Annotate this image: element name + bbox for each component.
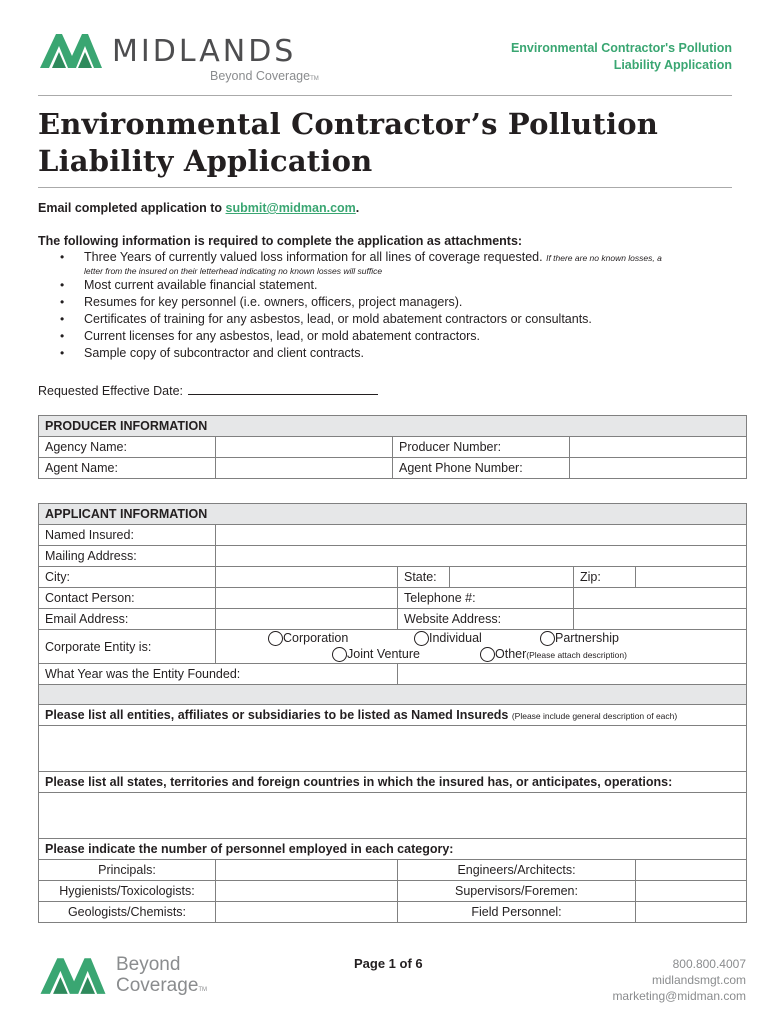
effective-date-label: Requested Effective Date: bbox=[38, 384, 183, 398]
joint-venture-radio[interactable] bbox=[332, 647, 347, 662]
email-address-label: Email Address: bbox=[39, 609, 216, 630]
named-insured-field[interactable] bbox=[216, 525, 747, 546]
submission-instructions: Email completed application to submit@midman.com. bbox=[38, 201, 360, 215]
contact-person-field[interactable] bbox=[216, 588, 398, 609]
page-title: Environmental Contractor’s Pollution Liability Application bbox=[38, 107, 659, 178]
corporation-radio[interactable] bbox=[268, 631, 283, 646]
principals-field[interactable] bbox=[216, 860, 398, 881]
mailing-address-label: Mailing Address: bbox=[39, 546, 216, 567]
entity-individual-option[interactable]: Individual bbox=[414, 631, 482, 646]
geologists-field[interactable] bbox=[216, 902, 398, 923]
state-label: State: bbox=[398, 567, 450, 588]
entity-other-option[interactable]: Other(Please attach description) bbox=[480, 647, 627, 662]
website-address-label: Website Address: bbox=[398, 609, 574, 630]
footer-phone[interactable]: 800.800.4007 bbox=[672, 957, 746, 971]
other-radio[interactable] bbox=[480, 647, 495, 662]
states-answer-field[interactable] bbox=[39, 793, 747, 839]
requirements-list bbox=[38, 249, 738, 362]
hygienists-field[interactable] bbox=[216, 881, 398, 902]
section-spacer bbox=[39, 685, 747, 705]
producer-number-label: Producer Number: bbox=[393, 437, 570, 458]
list-item: • Resumes for key personnel (i.e. owners, officers, project managers). bbox=[38, 294, 738, 311]
zip-label: Zip: bbox=[574, 567, 636, 588]
personnel-question: Please indicate the number of personnel employed in each category: bbox=[39, 839, 747, 860]
entities-answer-field[interactable] bbox=[39, 726, 747, 772]
list-item: • Most current available financial statement. bbox=[38, 277, 738, 294]
principals-label: Principals: bbox=[39, 860, 216, 881]
page-header bbox=[38, 28, 732, 92]
telephone-label: Telephone #: bbox=[398, 588, 574, 609]
page-number: Page 1 of 6 bbox=[354, 956, 423, 971]
year-founded-field[interactable] bbox=[398, 664, 747, 685]
header-doc-label: Environmental Contractor's Pollution Liability Application bbox=[510, 41, 732, 72]
email-address-field[interactable] bbox=[216, 609, 398, 630]
effective-date-row bbox=[38, 383, 378, 398]
title-divider bbox=[38, 187, 732, 188]
requirements-heading: The following information is required to complete the application as attachments: bbox=[38, 234, 523, 248]
beyond-coverage-logo-icon bbox=[38, 952, 108, 996]
engineers-field[interactable] bbox=[636, 860, 747, 881]
list-item: • Three Years of currently valued loss information for all lines of coverage requested. If there are no known losses, a letter from the insured on their letterhead indicating no known losses will suffice bbox=[38, 249, 738, 277]
named-insured-label: Named Insured: bbox=[39, 525, 216, 546]
applicant-table bbox=[38, 503, 747, 923]
effective-date-field[interactable] bbox=[188, 383, 378, 395]
website-address-field[interactable] bbox=[574, 609, 747, 630]
midlands-logo-icon bbox=[38, 28, 104, 70]
producer-number-field[interactable] bbox=[570, 437, 747, 458]
engineers-label: Engineers/Architects: bbox=[398, 860, 636, 881]
field-personnel-field[interactable] bbox=[636, 902, 747, 923]
logo-wordmark: MIDLANDS bbox=[112, 34, 297, 69]
telephone-field[interactable] bbox=[574, 588, 747, 609]
producer-heading: PRODUCER INFORMATION bbox=[39, 416, 747, 437]
footer-logo-text: Beyond CoverageTM bbox=[116, 954, 208, 996]
submit-email-link[interactable]: submit@midman.com bbox=[225, 201, 356, 215]
footer-website[interactable]: midlandsmgt.com bbox=[651, 973, 746, 987]
agent-phone-label: Agent Phone Number: bbox=[393, 458, 570, 479]
requirements-section bbox=[38, 234, 738, 362]
list-item: • Sample copy of subcontractor and client contracts. bbox=[38, 345, 738, 362]
field-personnel-label: Field Personnel: bbox=[398, 902, 636, 923]
entities-question: Please list all entities, affiliates or subsidiaries to be listed as Named Insureds (Please include general description of each) bbox=[39, 705, 747, 726]
agent-name-label: Agent Name: bbox=[39, 458, 216, 479]
header-divider bbox=[38, 95, 732, 96]
logo-tagline: Beyond CoverageTM bbox=[210, 69, 319, 83]
agency-name-label: Agency Name: bbox=[39, 437, 216, 458]
agency-name-field[interactable] bbox=[216, 437, 393, 458]
page-footer bbox=[38, 950, 746, 1010]
agent-name-field[interactable] bbox=[216, 458, 393, 479]
entity-corporation-option[interactable]: Corporation bbox=[268, 631, 348, 646]
partnership-radio[interactable] bbox=[540, 631, 555, 646]
individual-radio[interactable] bbox=[414, 631, 429, 646]
list-item: • Certificates of training for any asbestos, lead, or mold abatement contractors or consultants. bbox=[38, 311, 738, 328]
supervisors-label: Supervisors/Foremen: bbox=[398, 881, 636, 902]
list-item: • Current licenses for any asbestos, lead, or mold abatement contractors. bbox=[38, 328, 738, 345]
city-field[interactable] bbox=[216, 567, 398, 588]
state-field[interactable] bbox=[450, 567, 574, 588]
supervisors-field[interactable] bbox=[636, 881, 747, 902]
entity-partnership-option[interactable]: Partnership bbox=[540, 631, 619, 646]
footer-email[interactable]: marketing@midman.com bbox=[612, 989, 746, 1003]
zip-field[interactable] bbox=[636, 567, 747, 588]
producer-table bbox=[38, 415, 747, 479]
footer-contact bbox=[612, 956, 746, 1004]
corporate-entity-options bbox=[216, 630, 747, 664]
geologists-label: Geologists/Chemists: bbox=[39, 902, 216, 923]
year-founded-label: What Year was the Entity Founded: bbox=[39, 664, 398, 685]
city-label: City: bbox=[39, 567, 216, 588]
corporate-entity-label: Corporate Entity is: bbox=[39, 630, 216, 664]
mailing-address-field[interactable] bbox=[216, 546, 747, 567]
hygienists-label: Hygienists/Toxicologists: bbox=[39, 881, 216, 902]
entity-joint-venture-option[interactable]: Joint Venture bbox=[332, 647, 420, 662]
states-question: Please list all states, territories and foreign countries in which the insured has, or anticipates, operations: bbox=[39, 772, 747, 793]
contact-person-label: Contact Person: bbox=[39, 588, 216, 609]
applicant-heading: APPLICANT INFORMATION bbox=[39, 504, 747, 525]
agent-phone-field[interactable] bbox=[570, 458, 747, 479]
